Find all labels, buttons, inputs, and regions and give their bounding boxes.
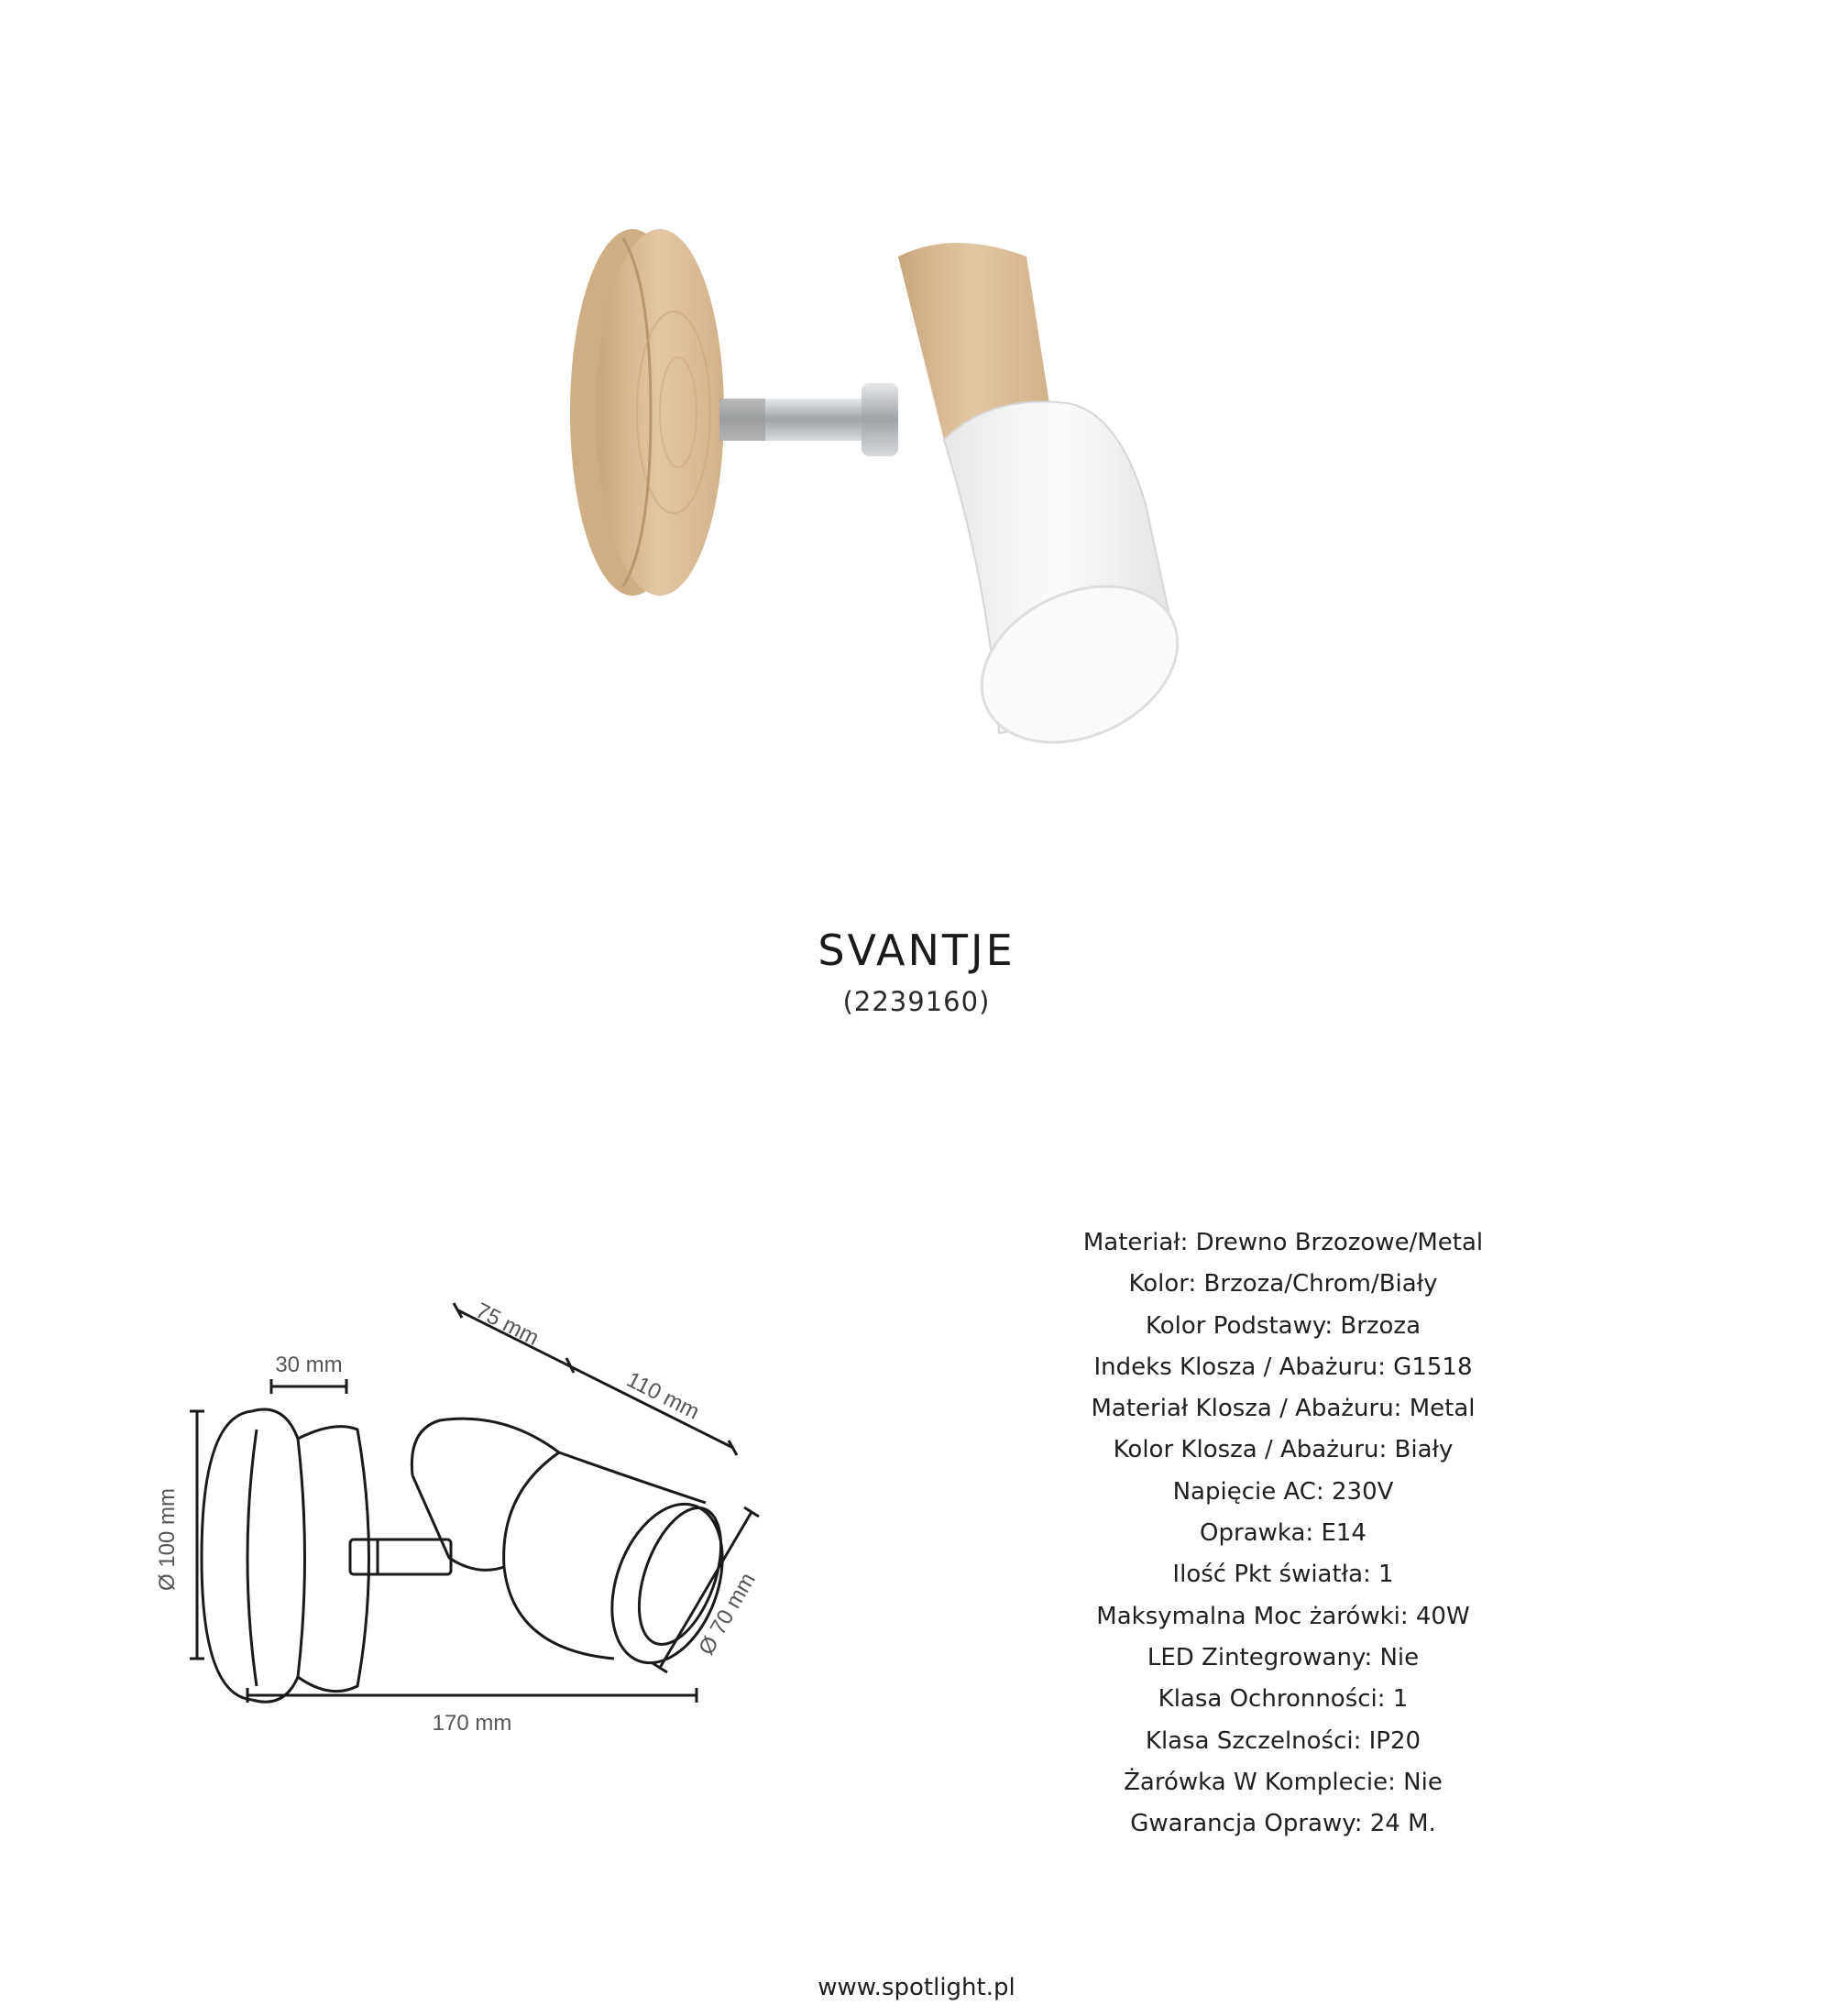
dim-base-depth: 30 mm	[275, 1353, 343, 1377]
spec-item: Materiał: Drewno Brzozowe/Metal	[1082, 1229, 1484, 1256]
spec-item: Oprawka: E14	[1200, 1519, 1367, 1548]
wall-base	[570, 229, 724, 596]
dim-base-diameter: Ø 100 mm	[155, 1487, 180, 1592]
website-link[interactable]: www.spotlight.pl	[818, 1974, 1015, 2001]
spec-item: Materiał Klosza / Abażuru: Metal	[1091, 1395, 1476, 1423]
dim-total-length: 170 mm	[432, 1711, 512, 1736]
lamp-outline	[202, 1409, 742, 1702]
spec-item: Klasa Ochronności: 1	[1158, 1685, 1409, 1714]
product-photo	[513, 202, 1320, 751]
dim-shade-length: 110 mm	[622, 1367, 704, 1425]
spec-item: Żarówka W Komplecie: Nie	[1124, 1768, 1443, 1796]
spec-item: Maksymalna Moc żarówki: 40W	[1096, 1602, 1470, 1630]
product-code: (2239160)	[842, 986, 991, 1017]
dim-shade-diameter: Ø 70 mm	[694, 1568, 761, 1660]
white-shade	[944, 401, 1202, 751]
spec-item: Ilość Pkt światła: 1	[1172, 1561, 1394, 1589]
spec-item: Kolor Klosza / Abażuru: Biały	[1113, 1436, 1454, 1464]
spec-item: Kolor: Brzoza/Chrom/Biały	[1128, 1270, 1438, 1298]
spec-item: Kolor Podstawy: Brzoza	[1145, 1311, 1421, 1340]
spec-item: LED Zintegrowany: Nie	[1147, 1643, 1420, 1671]
spec-item: Indeks Klosza / Abażuru: G1518	[1093, 1353, 1473, 1381]
spec-list	[990, 1222, 1576, 1845]
dim-arm-length: 75 mm	[471, 1298, 543, 1351]
spec-item: Napięcie AC: 230V	[1172, 1477, 1394, 1506]
spec-item: Klasa Szczelności: IP20	[1145, 1726, 1421, 1755]
dimension-drawing	[137, 1292, 779, 1750]
spec-item: Gwarancja Oprawy: 24 M.	[1130, 1810, 1436, 1838]
chrome-arm	[719, 383, 898, 456]
product-title: SVANTJE	[818, 926, 1015, 975]
